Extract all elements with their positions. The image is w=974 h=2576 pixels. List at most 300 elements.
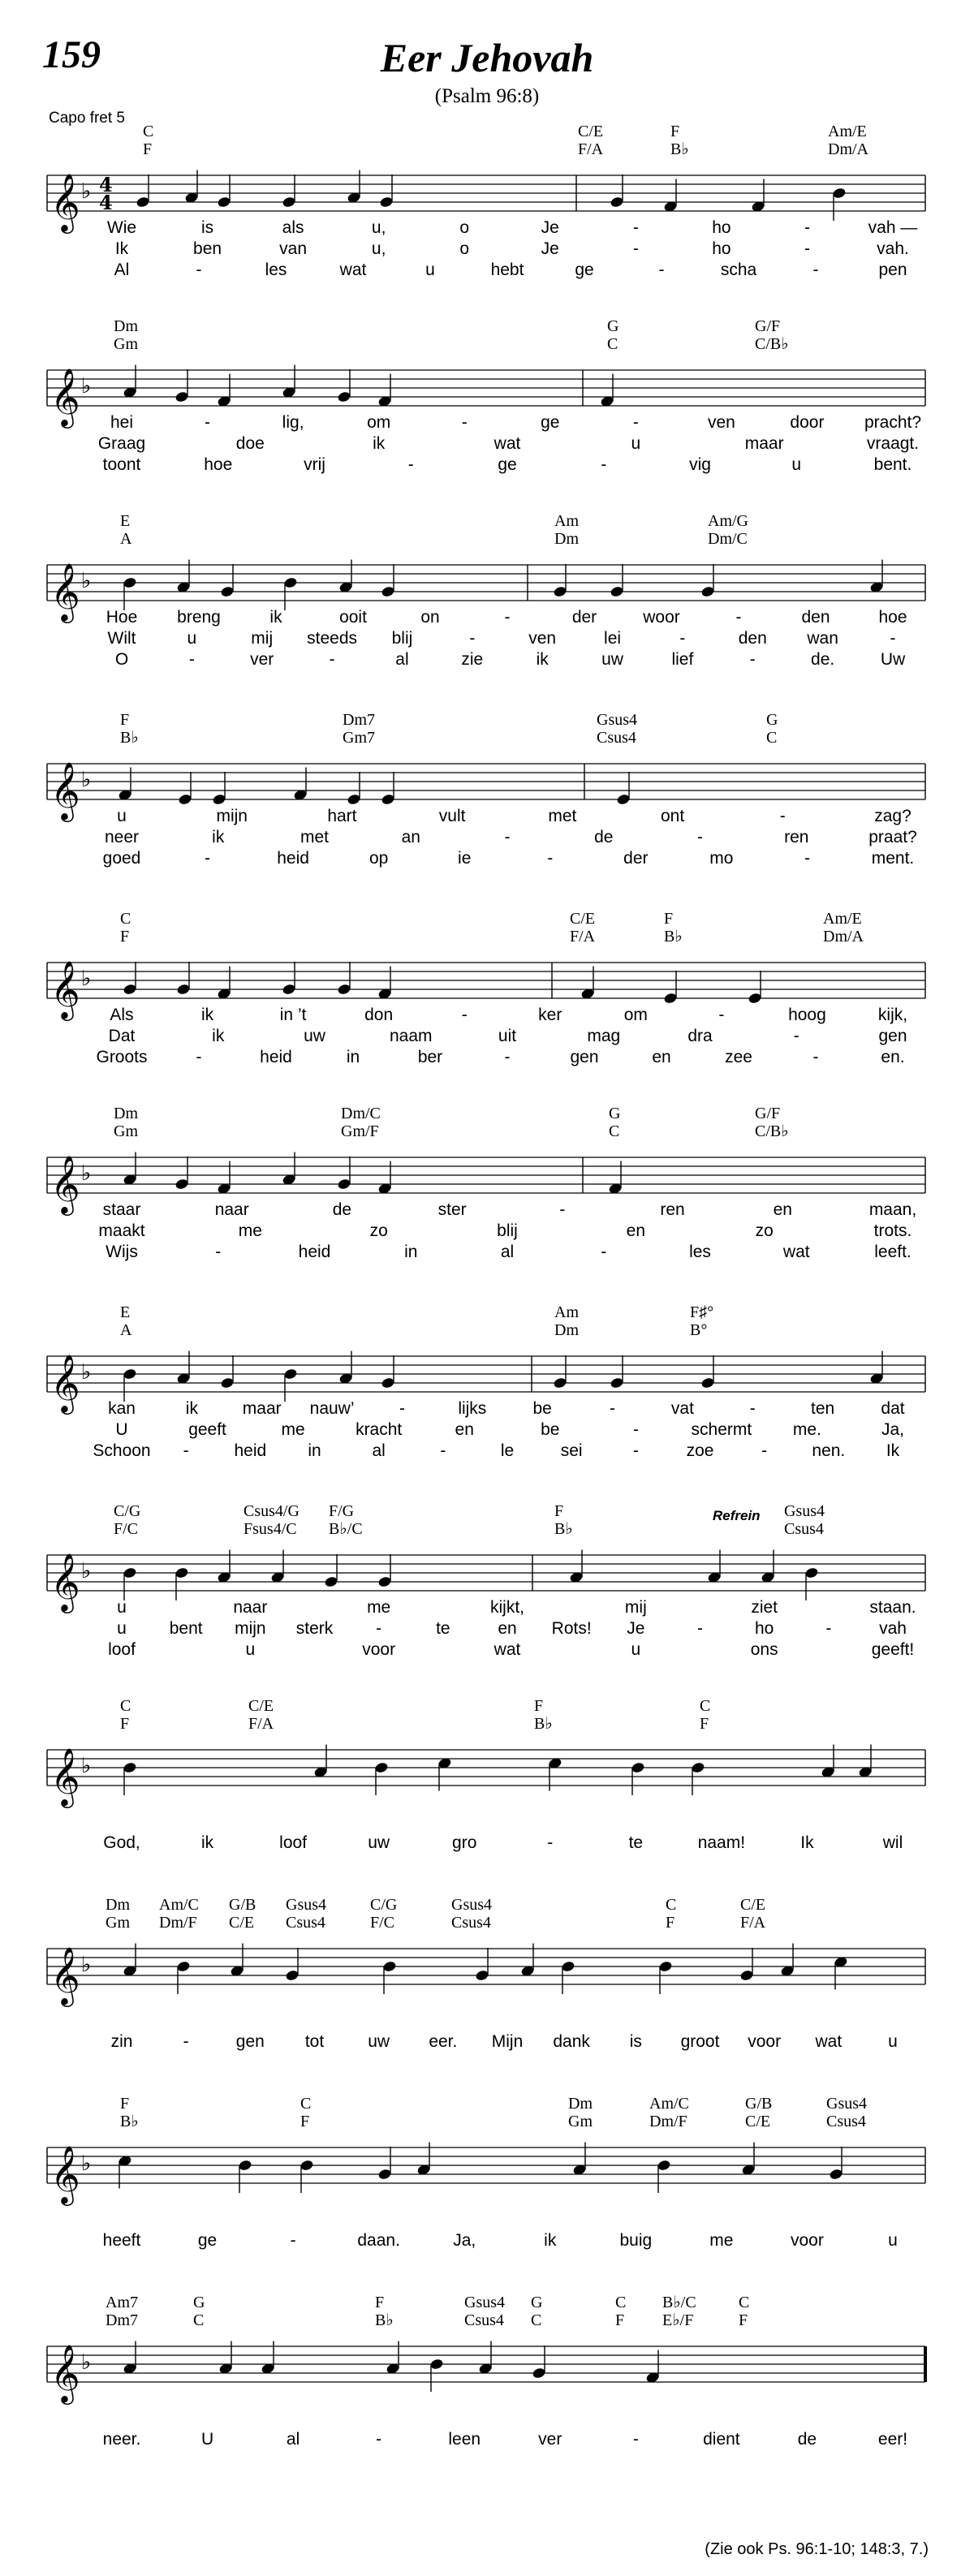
note-head	[829, 2168, 843, 2180]
lyric-syllable: an	[401, 828, 420, 846]
chord-symbol-top: Am	[554, 1303, 579, 1321]
chord-symbol-top: G	[607, 317, 619, 335]
note-head	[700, 585, 715, 597]
lyric-syllable: zee	[725, 1048, 752, 1066]
lyric-syllable: wat	[493, 434, 521, 453]
note-head	[377, 2168, 392, 2180]
lyric-syllable: ik	[269, 608, 282, 627]
lyric-syllable: -	[812, 261, 819, 279]
lyric-syllable: Graag	[97, 434, 146, 453]
staff	[0, 357, 974, 487]
note-head	[324, 1575, 338, 1587]
note-head	[691, 1761, 705, 1773]
lyric-syllable: ho	[712, 218, 731, 237]
lyric-syllable: naam!	[697, 1833, 746, 1852]
chord-symbol-top: Am/C	[649, 2095, 689, 2113]
lyric-syllable: -	[601, 455, 607, 474]
chord-symbol-bottom: Csus4	[286, 1914, 325, 1932]
chord-symbol-bottom: Dm/F	[649, 2113, 687, 2130]
lyric-syllable: -	[890, 629, 896, 648]
lyric-syllable: de	[797, 2430, 817, 2449]
note-head	[283, 576, 298, 588]
note-head	[282, 983, 296, 995]
lyric-syllable: ren	[660, 1200, 685, 1219]
lyric-syllable: u,	[371, 218, 386, 237]
lyric-syllable: zie	[461, 650, 484, 669]
lyric-syllable: -	[804, 239, 810, 258]
song-subtitle: (Psalm 96:8)	[434, 85, 540, 107]
lyric-syllable: gen	[235, 2032, 265, 2051]
chord-symbol-bottom: Dm/C	[708, 530, 748, 548]
lyric-syllable: lief	[671, 650, 694, 669]
lyric-syllable: o	[459, 239, 470, 258]
chord-symbol-top: Dm/C	[341, 1105, 381, 1122]
note-head	[379, 196, 394, 208]
lyric-syllable: zoe	[686, 1441, 714, 1460]
chord-symbol-bottom: B°	[690, 1321, 708, 1339]
lyric-syllable: heid	[260, 1048, 292, 1066]
note-head	[283, 1368, 298, 1380]
note-head	[176, 1960, 191, 1972]
lyric-syllable: en	[773, 1200, 792, 1219]
lyric-syllable: o	[459, 218, 470, 237]
lyric-syllable: loof	[108, 1640, 136, 1659]
chord-symbol-bottom: Csus4	[826, 2113, 866, 2130]
lyric-syllable: me	[367, 1598, 391, 1617]
lyric-syllable: Je	[541, 218, 559, 237]
lyric-syllable: de	[594, 828, 614, 846]
chord-symbol-bottom: F/A	[248, 1715, 274, 1733]
lyric-syllable: leeft.	[874, 1243, 912, 1261]
lyric-syllable: doe	[235, 434, 265, 453]
lyric-syllable: u	[888, 2032, 898, 2051]
treble-clef-icon: 𝄞	[50, 1945, 80, 2005]
flat-key-signature-icon: ♭	[81, 374, 92, 398]
treble-clef-icon: 𝄞	[50, 367, 80, 426]
lyric-syllable: ik	[200, 1833, 214, 1852]
time-signature-digit: 4	[99, 191, 113, 214]
note-head	[123, 1761, 137, 1773]
lyric-syllable: -	[632, 413, 639, 432]
lyric-syllable: vah.	[877, 239, 909, 258]
chord-symbol-bottom: E♭/F	[662, 2311, 694, 2329]
lyric-syllable: heid	[277, 849, 309, 868]
staff	[0, 2333, 974, 2463]
lyric-syllable: ik	[212, 828, 225, 846]
lyric-syllable: vig	[689, 455, 711, 474]
lyric-syllable: is	[200, 218, 214, 237]
note-head	[739, 1969, 754, 1981]
note-head	[700, 1376, 715, 1389]
chord-symbol-bottom: F	[120, 928, 130, 946]
chord-symbol-bottom: B♭	[120, 2113, 139, 2130]
lyric-syllable: Mijn	[491, 2032, 524, 2051]
lyric-syllable: is	[629, 2032, 642, 2051]
chord-symbol-top: C	[143, 123, 154, 140]
lyric-syllable: vrij	[304, 455, 325, 474]
chord-symbol-top: G	[609, 1105, 621, 1122]
lyric-syllable: wat	[493, 1640, 521, 1659]
chord-symbol-top: Am/C	[159, 1896, 199, 1914]
lyric-syllable: me	[709, 2231, 734, 2250]
chord-symbol-bottom: Gm	[114, 335, 138, 353]
lyric-syllable: zag?	[874, 807, 912, 825]
chord-symbol-top: C/G	[114, 1502, 141, 1520]
lyric-syllable: met	[300, 828, 330, 846]
note-head	[282, 196, 296, 208]
chord-symbol-bottom: F/A	[570, 928, 596, 946]
lyric-syllable: en.	[881, 1048, 905, 1066]
lyric-syllable: be	[532, 1399, 552, 1418]
lyric-syllable: zo	[755, 1221, 774, 1240]
lyric-syllable: vah	[879, 1619, 907, 1638]
lyric-syllable: geeft	[188, 1420, 226, 1439]
chord-symbol-top: Am/E	[823, 910, 862, 928]
chord-symbol-bottom: B♭	[664, 928, 683, 946]
chord-symbol-top: F♯°	[690, 1303, 714, 1321]
chord-symbol-bottom: C	[607, 335, 618, 353]
lyric-syllable: -	[761, 1441, 768, 1460]
lyric-syllable: hebt	[490, 261, 524, 279]
note-head	[610, 1376, 624, 1389]
lyric-syllable: Schoon	[93, 1441, 151, 1460]
lyric-syllable: ge	[575, 261, 594, 279]
lyric-syllable: bent	[169, 1619, 203, 1638]
treble-clef-icon: 𝄞	[50, 172, 80, 231]
lyric-syllable: ver	[538, 2430, 562, 2449]
chord-symbol-bottom: F	[300, 2113, 310, 2130]
lyric-syllable: u,	[371, 239, 386, 258]
lyric-syllable: om	[367, 413, 391, 432]
lyric-syllable: ho	[754, 1619, 774, 1638]
lyric-syllable: sterk	[295, 1619, 334, 1638]
lyric-syllable: daan.	[357, 2231, 400, 2250]
lyric-syllable: schermt	[691, 1420, 752, 1439]
lyric-syllable: -	[205, 413, 211, 432]
treble-clef-icon: 𝄞	[50, 1747, 80, 1806]
lyric-syllable: -	[440, 1441, 446, 1460]
lyric-syllable: groot	[680, 2032, 720, 2051]
capo-note: Capo fret 5	[49, 110, 125, 127]
chord-symbol-top: G/F	[755, 317, 781, 335]
lyric-syllable: Je	[541, 239, 559, 258]
chord-symbol-top: F	[670, 123, 680, 140]
lyric-syllable: -	[469, 629, 476, 648]
lyric-syllable: me	[238, 1221, 262, 1240]
lyric-syllable: maar	[242, 1399, 282, 1418]
note-head	[178, 793, 192, 805]
chord-symbol-top: C	[120, 1697, 131, 1715]
chord-symbol-top: Am7	[106, 2294, 138, 2311]
note-head	[337, 983, 351, 995]
lyric-syllable: Wie	[106, 218, 137, 237]
lyric-syllable: op	[368, 849, 389, 868]
chord-symbol-top: G	[193, 2294, 205, 2311]
chord-symbol-top: C	[739, 2294, 750, 2311]
chord-symbol-top: Dm	[114, 317, 138, 335]
lyric-syllable: u	[117, 1598, 127, 1617]
lyric-syllable: -	[697, 1619, 703, 1638]
chord-symbol-bottom: F	[120, 1715, 130, 1733]
note-head	[220, 1376, 235, 1389]
chord-symbol-bottom: C	[531, 2311, 542, 2329]
lyric-syllable: -	[547, 1833, 554, 1852]
chord-symbol-bottom: Csus4	[597, 729, 636, 747]
chord-symbol-top: G	[531, 2294, 543, 2311]
lyric-syllable: be	[541, 1420, 560, 1439]
flat-key-signature-icon: ♭	[81, 2350, 92, 2375]
lyric-syllable: -	[718, 1006, 725, 1024]
lyric-syllable: -	[610, 1399, 616, 1418]
lyric-syllable: dra	[687, 1027, 713, 1045]
chord-symbol-top: E	[120, 512, 131, 530]
lyric-syllable: ge	[541, 413, 560, 432]
lyric-syllable: van	[279, 239, 308, 258]
lyric-syllable: Wijs	[106, 1243, 138, 1261]
lyric-syllable: in ’t	[279, 1006, 307, 1024]
lyric-syllable: sei	[560, 1441, 583, 1460]
lyric-syllable: uw	[304, 1027, 325, 1045]
note-head	[374, 1761, 389, 1773]
lyric-syllable: neer	[104, 828, 140, 846]
chord-symbol-bottom: B♭/C	[329, 1520, 363, 1538]
lyric-syllable: geeft!	[871, 1640, 915, 1659]
lyric-syllable: -	[804, 849, 810, 868]
lyric-syllable: nen.	[812, 1441, 846, 1460]
note-head	[377, 1575, 392, 1587]
chord-symbol-top: Am/E	[828, 123, 867, 140]
lyric-syllable: gen	[878, 1027, 907, 1045]
lyric-syllable: -	[632, 218, 639, 237]
lyric-syllable: voor	[791, 2231, 824, 2250]
staff	[0, 1737, 974, 1867]
lyric-syllable: u	[631, 434, 641, 453]
lyric-syllable: ven	[528, 629, 557, 648]
lyric-syllable: wat	[815, 2032, 843, 2051]
lyric-syllable: kijkt,	[490, 1598, 524, 1617]
chord-symbol-top: C	[300, 2095, 312, 2113]
lyric-syllable: -	[461, 1006, 468, 1024]
lyric-syllable: le	[500, 1441, 515, 1460]
lyric-syllable: ker	[538, 1006, 562, 1024]
lyric-syllable: -	[779, 807, 786, 825]
note-head	[804, 1566, 819, 1579]
note-head	[475, 1969, 489, 1981]
lyric-syllable: Al	[114, 261, 130, 279]
lyric-syllable: ik	[544, 2231, 557, 2250]
lyric-syllable: al	[500, 1243, 515, 1261]
chord-symbol-bottom: Dm/A	[823, 928, 864, 946]
lyric-syllable: door	[790, 413, 825, 432]
note-head	[347, 793, 361, 805]
note-head	[337, 390, 351, 403]
lyric-syllable: ie	[458, 849, 472, 868]
lyric-syllable: maan,	[868, 1200, 917, 1219]
flat-key-signature-icon: ♭	[81, 1161, 92, 1186]
lyric-syllable: en	[626, 1221, 646, 1240]
lyric-syllable: les	[689, 1243, 711, 1261]
lyric-syllable: -	[399, 1399, 405, 1418]
lyric-syllable: den	[738, 629, 767, 648]
lyric-syllable: -	[632, 1441, 639, 1460]
note-head	[123, 1566, 137, 1579]
chord-symbol-top: G/B	[229, 1896, 256, 1914]
lyric-syllable: lijks	[458, 1399, 487, 1418]
lyric-syllable: steeds	[307, 629, 358, 648]
lyric-syllable: -	[205, 849, 211, 868]
song-number: 159	[42, 33, 101, 76]
chord-symbol-bottom: Csus4	[464, 2311, 504, 2329]
lyric-syllable: pracht?	[864, 413, 922, 432]
treble-clef-icon: 𝄞	[50, 1552, 80, 1611]
staff	[0, 1144, 974, 1274]
lyric-syllable: pen	[878, 261, 907, 279]
lyric-syllable: -	[601, 1243, 607, 1261]
lyric-syllable: te	[436, 1619, 450, 1638]
lyric-syllable: u	[245, 1640, 256, 1659]
chord-symbol-bottom: Gm/F	[341, 1122, 379, 1140]
lyric-syllable: ont	[660, 807, 685, 825]
note-head	[381, 585, 395, 597]
lyric-syllable: eer!	[877, 2430, 908, 2449]
lyric-syllable: -	[196, 261, 202, 279]
lyric-syllable: staan.	[869, 1598, 916, 1617]
treble-clef-icon: 𝄞	[50, 959, 80, 1019]
lyric-syllable: u	[791, 455, 802, 474]
lyric-syllable: -	[559, 1200, 566, 1219]
flat-key-signature-icon: ♭	[81, 967, 92, 991]
chord-symbol-bottom: C/B♭	[755, 1122, 789, 1140]
lyric-syllable: te	[628, 1833, 644, 1852]
note-head	[175, 390, 189, 403]
lyric-syllable: uit	[498, 1027, 517, 1045]
lyric-syllable: ber	[417, 1048, 443, 1066]
lyric-syllable: -	[812, 1048, 819, 1066]
lyric-syllable: voor	[362, 1640, 396, 1659]
chord-symbol-top: C/G	[370, 1896, 398, 1914]
chord-symbol-bottom: F/A	[578, 140, 604, 158]
lyric-syllable: hoe	[878, 608, 907, 627]
note-head	[136, 196, 150, 208]
lyric-syllable: -	[804, 218, 810, 237]
chord-symbol-top: Gsus4	[451, 1896, 493, 1914]
lyric-syllable: hart	[327, 807, 357, 825]
chord-symbol-top: Gsus4	[464, 2294, 506, 2311]
chord-symbol-top: Dm	[106, 1896, 130, 1914]
lyric-syllable: toont	[102, 455, 141, 474]
lyric-syllable: -	[632, 2430, 639, 2449]
note-head	[657, 2159, 671, 2171]
lyric-syllable: -	[196, 1048, 202, 1066]
lyric-syllable: breng	[177, 608, 221, 627]
lyric-syllable: u	[187, 629, 197, 648]
chord-symbol-bottom: B♭	[554, 1520, 573, 1538]
chord-symbol-top: Gsus4	[286, 1896, 327, 1914]
note-head	[382, 1960, 397, 1972]
lyric-syllable: les	[265, 261, 287, 279]
lyric-syllable: wan	[807, 629, 838, 648]
chord-symbol-bottom: F	[666, 1914, 675, 1932]
chord-symbol-bottom: C/E	[745, 2113, 771, 2130]
chord-symbol-bottom: Gm	[568, 2113, 593, 2130]
chord-symbol-top: C	[120, 910, 131, 928]
note-head	[553, 1376, 567, 1389]
lyric-syllable: -	[825, 1619, 832, 1638]
lyric-syllable: gen	[570, 1048, 599, 1066]
chord-symbol-bottom: Dm	[554, 1321, 579, 1339]
lyric-syllable: Hoe	[106, 608, 138, 627]
chord-symbol-bottom: Dm	[554, 530, 579, 548]
chord-symbol-top: G/B	[745, 2095, 773, 2113]
lyric-syllable: zo	[369, 1221, 388, 1240]
staff	[0, 1542, 974, 1672]
lyric-syllable: -	[290, 2231, 296, 2250]
note-head	[176, 983, 191, 995]
chord-symbol-top: C/E	[578, 123, 604, 140]
lyric-syllable: hei	[110, 413, 134, 432]
lyric-syllable: ik	[212, 1027, 225, 1045]
note-head	[212, 793, 226, 805]
lyric-syllable: maakt	[98, 1221, 145, 1240]
note-head	[300, 2159, 314, 2171]
chord-symbol-top: C	[700, 1697, 711, 1715]
flat-key-signature-icon: ♭	[81, 1559, 92, 1583]
lyric-syllable: -	[504, 608, 511, 627]
lyric-syllable: ge	[197, 2231, 218, 2250]
chord-symbol-bottom: A	[120, 1321, 132, 1339]
note-head	[429, 2358, 444, 2370]
lyric-syllable: O	[114, 650, 129, 669]
lyric-syllable: in	[346, 1048, 360, 1066]
lyric-syllable: met	[548, 807, 577, 825]
lyric-syllable: ster	[437, 1200, 467, 1219]
flat-key-signature-icon: ♭	[81, 2152, 92, 2176]
song-title: Eer Jehovah	[380, 35, 594, 80]
lyric-syllable: -	[679, 629, 686, 648]
lyric-syllable: bent.	[873, 455, 912, 474]
chord-symbol-top: Csus4/G	[244, 1502, 300, 1520]
lyric-syllable: Als	[110, 1006, 134, 1024]
lyric-syllable: -	[735, 608, 742, 627]
lyric-syllable: kijk,	[877, 1006, 908, 1024]
flat-key-signature-icon: ♭	[81, 569, 92, 593]
note-head	[238, 2159, 252, 2171]
lyric-syllable: wat	[339, 261, 367, 279]
chord-symbol-top: Dm	[568, 2095, 593, 2113]
lyric-syllable: Uw	[880, 650, 906, 669]
lyric-syllable: -	[697, 828, 703, 846]
lyric-syllable: in	[308, 1441, 321, 1460]
lyric-syllable: der	[623, 849, 649, 868]
lyric-syllable: U	[200, 2430, 214, 2449]
lyric-syllable: naar	[214, 1200, 249, 1219]
chord-symbol-bottom: F	[700, 1715, 709, 1733]
chord-symbol-bottom: Csus4	[784, 1520, 824, 1538]
chord-symbol-bottom: Dm/F	[159, 1914, 197, 1932]
chord-symbol-top: C/E	[570, 910, 596, 928]
lyric-syllable: u	[117, 807, 127, 825]
chord-symbol-bottom: F/C	[370, 1914, 395, 1932]
lyric-syllable: staar	[102, 1200, 141, 1219]
lyric-syllable: me.	[792, 1420, 821, 1439]
lyric-syllable: om	[623, 1006, 648, 1024]
lyric-syllable: on	[420, 608, 440, 627]
lyric-syllable: Ik	[886, 1441, 900, 1460]
lyric-syllable: -	[376, 2430, 382, 2449]
lyric-syllable: ment.	[871, 849, 915, 868]
lyric-syllable: Ja,	[881, 1420, 905, 1439]
lyric-syllable: goed	[102, 849, 141, 868]
